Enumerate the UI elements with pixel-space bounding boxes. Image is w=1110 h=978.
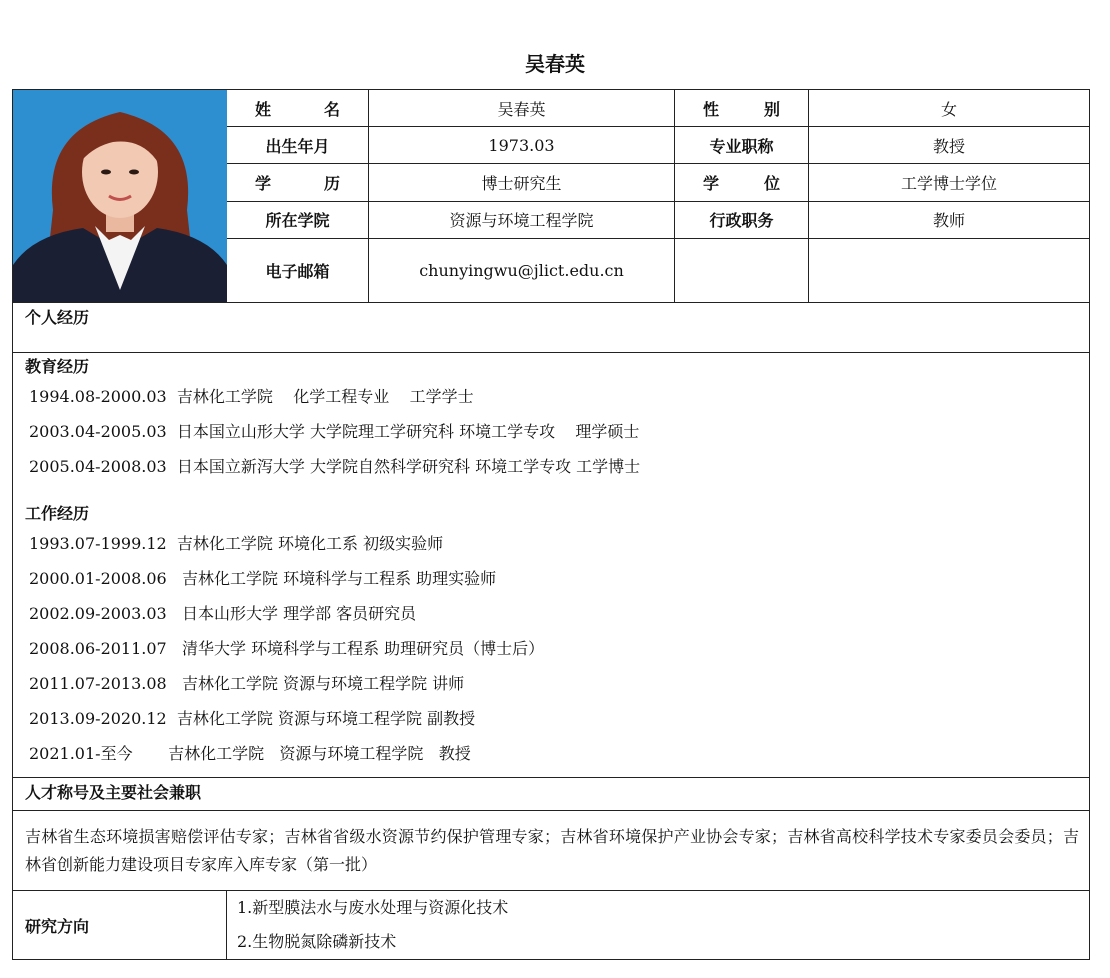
value-degree: 工学博士学位	[809, 164, 1090, 201]
label-degree: 学位	[675, 164, 809, 201]
work-heading: 工作经历	[25, 504, 90, 523]
honors-heading: 人才称号及主要社会兼职	[13, 778, 1090, 811]
value-gender: 女	[809, 90, 1090, 127]
education-heading: 教育经历	[25, 357, 90, 376]
empty-cell	[675, 238, 809, 302]
label-college: 所在学院	[227, 201, 369, 238]
label-name: 姓名	[227, 90, 369, 127]
work-item: 2013.09-2020.12 吉林化工学院 资源与环境工程学院 副教授	[29, 709, 476, 728]
empty-cell	[809, 238, 1090, 302]
honors-text: 吉林省生态环境损害赔偿评估专家；吉林省省级水资源节约保护管理专家；吉林省环境保护产业协会专家；吉林省高校科学技术专家委员会委员；吉林省创新能力建设项目专家库入库专家（第一批）	[13, 811, 1090, 891]
label-education: 学历	[227, 164, 369, 201]
research-label	[13, 891, 227, 960]
experience-heading: 个人经历	[13, 303, 1090, 353]
work-item: 1993.07-1999.12 吉林化工学院 环境化工系 初级实验师	[29, 534, 444, 553]
label-birth: 出生年月	[227, 127, 369, 164]
research-item: 1.新型膜法水与废水处理与资源化技术	[237, 898, 509, 917]
profile-table	[12, 89, 1090, 960]
value-education: 博士研究生	[369, 164, 675, 201]
label-email: 电子邮箱	[227, 238, 369, 302]
work-item: 2000.01-2008.06 吉林化工学院 环境科学与工程系 助理实验师	[29, 569, 497, 588]
label-gender: 性别	[675, 90, 809, 127]
research-content	[227, 891, 1090, 960]
value-college: 资源与环境工程学院	[369, 201, 675, 238]
education-item: 2003.04-2005.03 日本国立山形大学 大学院理工学研究科 环境工学专攻 理学硕士	[29, 422, 640, 441]
portrait-image	[13, 90, 227, 302]
research-label-text: 研究方向	[25, 916, 90, 936]
page-title: 吴春英	[525, 52, 585, 76]
label-title: 专业职称	[675, 127, 809, 164]
value-email[interactable]: chunyingwu@jlict.edu.cn	[369, 238, 675, 302]
work-item: 2002.09-2003.03 日本山形大学 理学部 客员研究员	[29, 604, 417, 623]
work-item: 2011.07-2013.08 吉林化工学院 资源与环境工程学院 讲师	[29, 674, 465, 693]
experience-block	[13, 353, 1090, 778]
label-position: 行政职务	[675, 201, 809, 238]
education-item: 1994.08-2000.03 吉林化工学院 化学工程专业 工学学士	[29, 387, 474, 406]
profile-photo	[13, 90, 227, 303]
research-item: 2.生物脱氮除磷新技术	[237, 932, 397, 951]
value-name: 吴春英	[369, 90, 675, 127]
education-item: 2005.04-2008.03 日本国立新泻大学 大学院自然科学研究科 环境工学专攻 工学博士	[29, 457, 641, 476]
work-item: 2021.01-至今 吉林化工学院 资源与环境工程学院 教授	[29, 744, 471, 763]
value-birth: 1973.03	[369, 127, 675, 164]
work-item: 2008.06-2011.07 清华大学 环境科学与工程系 助理研究员（博士后）	[29, 639, 545, 658]
value-title: 教授	[809, 127, 1090, 164]
value-position: 教师	[809, 201, 1090, 238]
